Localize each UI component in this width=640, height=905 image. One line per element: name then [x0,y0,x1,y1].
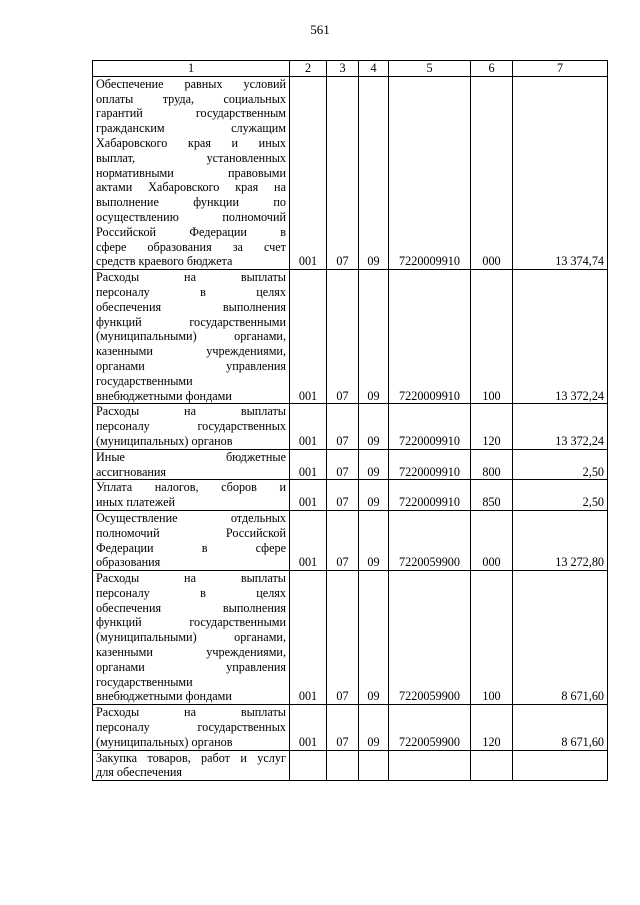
expense-type-cell [471,750,513,781]
table-row [93,404,608,449]
subsection-code-cell: 09 [359,76,389,269]
section-code-cell: 07 [327,449,359,480]
ministry-code-cell: 001 [290,270,327,404]
subsection-code-cell: 09 [359,571,389,705]
section-code-cell: 07 [327,510,359,570]
description-line: органами управления [96,659,286,674]
description-line: Расходы на выплаты [96,571,286,586]
description-line: обеспечения выполнения [96,299,286,314]
description-line: казенными учреждениями, [96,344,286,359]
target-article-cell: 7220059900 [389,510,471,570]
description-line: выполнение функции по [96,195,286,210]
expense-type-cell: 000 [471,510,513,570]
ministry-code-cell [290,750,327,781]
ministry-code-cell: 001 [290,480,327,511]
description-line: персоналу государственных [96,419,286,434]
row-description [93,404,290,449]
target-article-cell: 7220059900 [389,571,471,705]
description-line: внебюджетными фондами [96,388,232,403]
target-article-cell: 7220009910 [389,270,471,404]
ministry-code-cell: 001 [290,705,327,750]
header-col-1: 1 [93,61,290,77]
table-row [93,571,608,705]
description-line: образования [96,555,161,570]
description-line: Расходы на выплаты [96,404,286,419]
description-line: для обеспечения [96,765,183,780]
section-code-cell: 07 [327,705,359,750]
description-line: средств краевого бюджета [96,254,233,269]
expense-type-cell: 120 [471,404,513,449]
description-line: актами Хабаровского края на [96,180,286,195]
description-line: Обеспечение равных условий [96,76,286,91]
row-description [93,270,290,404]
header-col-7: 7 [513,61,608,77]
amount-cell: 8 671,60 [513,571,608,705]
table-body [93,76,608,780]
budget-table [92,60,608,781]
description-line: гражданским служащим [96,121,286,136]
row-description [93,76,290,269]
description-line: Расходы на выплаты [96,270,286,285]
description-line: (муниципальных) органов [96,734,233,749]
section-code-cell: 07 [327,270,359,404]
description-line: Иные бюджетные [96,449,286,464]
expense-type-cell: 100 [471,571,513,705]
description-line: нормативными правовыми [96,165,286,180]
subsection-code-cell: 09 [359,270,389,404]
table-row [93,449,608,480]
description-line: полномочий Российской [96,525,286,540]
ministry-code-cell: 001 [290,404,327,449]
description-line: (муниципальными) органами, [96,329,286,344]
ministry-code-cell: 001 [290,510,327,570]
ministry-code-cell: 001 [290,449,327,480]
description-line: осуществлению полномочий [96,209,286,224]
subsection-code-cell [359,750,389,781]
description-line: иных платежей [96,495,175,510]
description-line: оплаты труда, социальных [96,91,286,106]
expense-type-cell: 100 [471,270,513,404]
description-line: сфере образования за счет [96,239,286,254]
header-col-5: 5 [389,61,471,77]
expense-type-cell: 850 [471,480,513,511]
row-description [93,510,290,570]
description-line: Уплата налогов, сборов и [96,480,286,495]
table-row [93,705,608,750]
amount-cell: 8 671,60 [513,705,608,750]
ministry-code-cell: 001 [290,571,327,705]
description-line: внебюджетными фондами [96,689,232,704]
description-line: персоналу государственных [96,720,286,735]
description-line: обеспечения выполнения [96,600,286,615]
target-article-cell: 7220059900 [389,705,471,750]
subsection-code-cell: 09 [359,510,389,570]
description-line: персоналу в целях [96,284,286,299]
description-line: Российской Федерации в [96,224,286,239]
amount-cell [513,750,608,781]
amount-cell: 13 272,80 [513,510,608,570]
subsection-code-cell: 09 [359,705,389,750]
subsection-code-cell: 09 [359,480,389,511]
description-line: персоналу в целях [96,585,286,600]
expense-type-cell: 000 [471,76,513,269]
description-line: Расходы на выплаты [96,705,286,720]
description-line: ассигнования [96,464,167,479]
target-article-cell: 7220009910 [389,480,471,511]
description-line: гарантий государственным [96,106,286,121]
ministry-code-cell: 001 [290,76,327,269]
row-description [93,449,290,480]
table-row [93,270,608,404]
header-col-3: 3 [327,61,359,77]
table-row [93,510,608,570]
amount-cell: 2,50 [513,480,608,511]
header-col-6: 6 [471,61,513,77]
row-description [93,750,290,781]
table-row [93,480,608,511]
header-col-4: 4 [359,61,389,77]
row-description [93,705,290,750]
section-code-cell: 07 [327,480,359,511]
table-row [93,76,608,269]
description-line: (муниципальными) органами, [96,630,286,645]
description-line: Закупка товаров, работ и услуг [96,750,286,765]
section-code-cell: 07 [327,404,359,449]
expense-type-cell: 800 [471,449,513,480]
header-col-2: 2 [290,61,327,77]
amount-cell: 13 372,24 [513,404,608,449]
expense-type-cell: 120 [471,705,513,750]
description-line: (муниципальных) органов [96,433,233,448]
description-line: Хабаровского края и иных [96,135,286,150]
target-article-cell: 7220009910 [389,76,471,269]
row-description [93,480,290,511]
row-description [93,571,290,705]
subsection-code-cell: 09 [359,404,389,449]
description-line: государственными [96,674,193,689]
description-line: государственными [96,373,193,388]
target-article-cell [389,750,471,781]
description-line: Федерации в сфере [96,540,286,555]
amount-cell: 13 374,74 [513,76,608,269]
table-row [93,750,608,781]
section-code-cell: 07 [327,76,359,269]
amount-cell: 2,50 [513,449,608,480]
section-code-cell: 07 [327,571,359,705]
target-article-cell: 7220009910 [389,449,471,480]
description-line: функций государственными [96,314,286,329]
target-article-cell: 7220009910 [389,404,471,449]
description-line: Осуществление отдельных [96,510,286,525]
description-line: органами управления [96,358,286,373]
description-line: функций государственными [96,615,286,630]
amount-cell: 13 372,24 [513,270,608,404]
page-number: 561 [310,22,330,37]
subsection-code-cell: 09 [359,449,389,480]
description-line: казенными учреждениями, [96,645,286,660]
table-header-row [93,61,608,77]
description-line: выплат, установленных [96,150,286,165]
section-code-cell [327,750,359,781]
